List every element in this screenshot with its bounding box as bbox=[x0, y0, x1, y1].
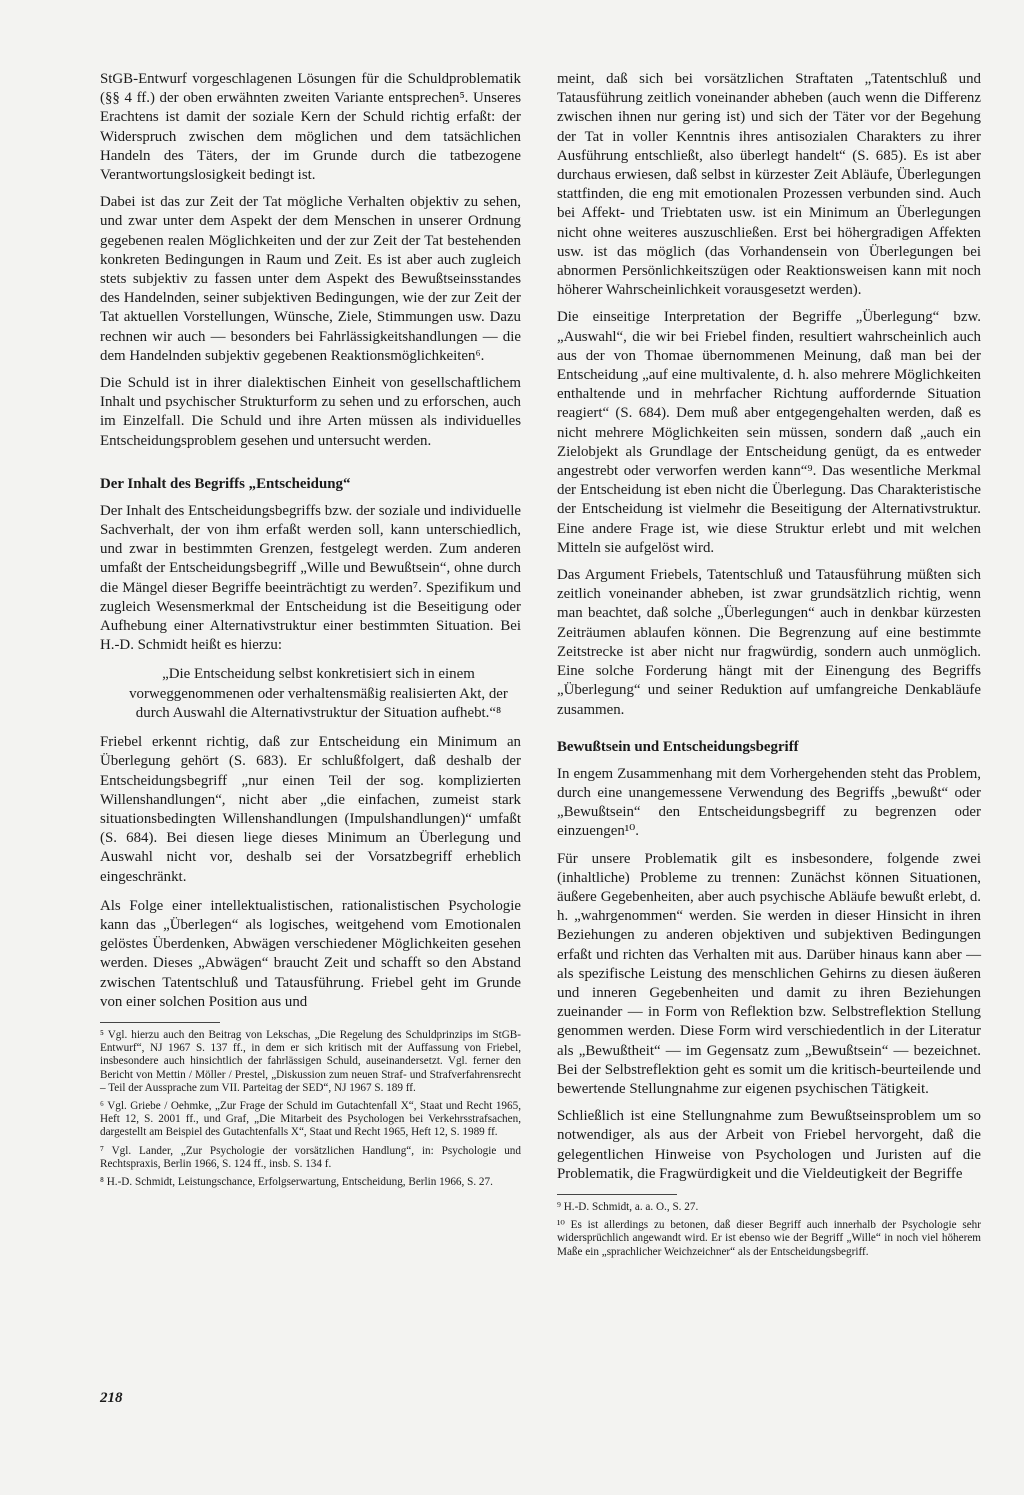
left-paragraph-6: Als Folge einer intellektualistischen, rationalistischen Psychologie kann das „Überlegen“ als logisches, weitgehend vom Emotionalen gelöstes Überdenken, Abwägen verschiedener Möglichkeiten gesehen werden. Dieses „Abwägen“ braucht Zeit und schafft so den Abstand zwischen Tatentschluß und Tatausführung. Friebel geht im Grunde von einer solchen Position aus und bbox=[100, 897, 521, 1010]
footnote-6: ⁶ Vgl. Griebe / Oehmke, „Zur Frage der Schuld im Gutachtenfall X“, Staat und Recht 1965, Heft 12, S. 2001 ff., und Graf, „Die Mitarbeit des Psychologen bei Verkehrsstrafsachen, dargestellt am Beispiel des Gutachtenfalls X“, Staat und Recht 1965, Heft 12, S. 1989 ff. bbox=[100, 1099, 521, 1139]
left-paragraph-5: Friebel erkennt richtig, daß zur Entscheidung ein Minimum an Überlegung gehört (S. 683). Er schlußfolgert, daß deshalb der Entscheidungsbegriff „nur einen Teil der sog. komplizierten Willenshandlungen“, nicht aber „die einfachen, zumeist stark situationsbedingten Willenshandlungen (Impulshandlungen)“ umfaßt (S. 684). Bei diesen liege dieses Minimum an Überlegung und Auswahl nicht vor, deshalb sei der Vorsatzbegriff erheblich eingeschränkt. bbox=[100, 734, 521, 885]
footnote-5: ⁵ Vgl. hierzu auch den Beitrag von Lekschas, „Die Regelung des Schuldprinzips im StGB-Entwurf“, NJ 1967 S. 137 ff., in dem er sich kritisch mit der Auffassung von Friebel, insbesondere auch hinsichtlich der fahrlässigen Schuld, auseinandersetzt. Vgl. ferner den Bericht von Mettin / Möller / Prestel, „Diskussion zum neuen Straf- und Strafverfahrensrecht – Teil der Aussprache zum VII. Parteitag der SED“, NJ 1967 S. 189 ff. bbox=[100, 1028, 521, 1094]
left-paragraph-2: Dabei ist das zur Zeit der Tat mögliche Verhalten objektiv zu sehen, und zwar unter dem Aspekt der dem Menschen in unserer Ordnung gegebenen realen Möglichkeiten und der zur Zeit der Tat bestehenden konkreten Bedingungen in Raum und Zeit. Es ist aber auch zugleich stets subjektiv zu fassen unter dem Aspekt des Bewußtseinsstandes des Handelnden, seiner subjektiven Bedingungen, wie der zur Zeit der Tat aktuellen Vorstellungen, Wünsche, Ziele, Stimmungen usw. Dazu rechnen wir auch — besonders bei Fahrlässigkeitshandlungen — die dem Handelnden subjektiv gegebenen Reaktionsmöglichkeiten⁶. bbox=[100, 194, 521, 364]
left-footnotes bbox=[100, 1029, 521, 1189]
left-column bbox=[100, 70, 521, 1194]
left-paragraph-1: StGB-Entwurf vorgeschlagenen Lösungen für die Schuldproblematik (§§ 4 ff.) der oben erwähnten zweiten Variante entsprechen⁵. Unseres Erachtens ist damit der soziale Kern der Schuld richtig erfaßt: der Widerspruch zwischen dem möglichen und dem tatsächlichen Handeln des Täters, der im Grunde durch die tatbezogene Verantwortungslosigkeit bedingt ist. bbox=[100, 71, 521, 184]
section-heading-bewusstsein: Bewußtsein und Entscheidungsbegriff bbox=[557, 738, 799, 755]
footnote-divider-left bbox=[100, 1022, 220, 1023]
right-footnotes bbox=[557, 1201, 981, 1259]
right-column bbox=[557, 70, 981, 1264]
footnote-8: ⁸ H.-D. Schmidt, Leistungschance, Erfolgserwartung, Entscheidung, Berlin 1966, S. 27. bbox=[100, 1175, 493, 1188]
section-heading-entscheidung: Der Inhalt des Begriffs „Entscheidung“ bbox=[100, 475, 351, 492]
footnote-divider-right bbox=[557, 1194, 677, 1195]
page-number: 218 bbox=[100, 1390, 123, 1406]
schmidt-quote: „Die Entscheidung selbst konkretisiert sich in einem vorweggenommenen oder verhaltensmäßig realisierten Akt, der durch Auswahl die Alternativstruktur der Situation aufhebt.“⁸ bbox=[129, 666, 508, 721]
footnote-9: ⁹ H.-D. Schmidt, a. a. O., S. 27. bbox=[557, 1200, 699, 1213]
right-paragraph-2: Die einseitige Interpretation der Begriffe „Überlegung“ bzw. „Auswahl“, die wir bei Friebel finden, resultiert wahrscheinlich auch aus der von Thomae übernommenen Meinung, daß man bei der Entscheidung „auf eine multivalente, d. h. also mehrere Möglichkeiten enthaltende und in mehrfacher Richtung auffordernde Situation reagiert“ (S. 684). Dem muß aber entgegengehalten werden, daß es nicht mehrere Möglichkeiten sein müssen, sondern daß „auch ein Zielobjekt als Grundlage der Entscheidung genügt, da es entweder angestrebt oder verworfen werden kann“⁹. Das wesentliche Merkmal der Entscheidung ist eben nicht die Überlegung. Das Charakteristische der Entscheidung ist vielmehr die Beseitigung der Alternativstruktur. Eine andere Frage ist, wie diese Struktur erlebt und mit welchen Mitteln sie aufgelöst wird. bbox=[557, 309, 981, 556]
right-paragraph-4: In engem Zusammenhang mit dem Vorhergehenden steht das Problem, durch eine unangemessene Verwendung des Begriffs „bewußt“ oder „Bewußtsein“ den Entscheidungsbegriff zu begrenzen oder einzuengen¹⁰. bbox=[557, 765, 981, 840]
right-paragraph-3: Das Argument Friebels, Tatentschluß und Tatausführung müßten sich zeitlich voneinander abheben, ist zwar grundsätzlich richtig, wenn man beachtet, daß solche „Überlegungen“ auch in denkbar kürzesten Zeiträumen ablaufen können. Die Begrenzung auf eine bestimmte Zeitstrecke ist aber nicht nur fragwürdig, sondern auch unmöglich. Eine solche Forderung hängt mit der Einengung des Begriffs „Überlegung“ und seiner Reduktion auf umfangreiche Denkabläufe zusammen. bbox=[557, 567, 981, 718]
footnote-10: ¹⁰ Es ist allerdings zu betonen, daß dieser Begriff auch innerhalb der Psychologie sehr widersprüchlich angewandt wird. Er ist ebenso wie der Begriff „Wille“ in noch viel höherem Maße ein „sprachlicher Weichzeichner“ als der Entscheidungsbegriff. bbox=[557, 1219, 981, 1258]
footnote-7: ⁷ Vgl. Lander, „Zur Psychologie der vorsätzlichen Handlung“, in: Psychologie und Rechtspraxis, Berlin 1966, S. 124 ff., insb. S. 134 f. bbox=[100, 1144, 521, 1170]
right-paragraph-1: meint, daß sich bei vorsätzlichen Straftaten „Tatentschluß und Tatausführung zeitlich voneinander abheben (auch wenn die Differenz zwischen ihnen nur gering ist) und sich der Täter vor der Begehung der Tat in voller Kenntnis ihres antisozialen Charakters zu ihrer Ausführung entschließt, also überlegt handelt“ (S. 685). Es ist aber durchaus erwiesen, daß selbst in kürzester Zeit Abläufe, Überlegungen stattfinden, die eng mit emotionalen Prozessen verbunden sind. Auch bei Affekt- und Triebtaten usw. ist ein Minimum an Überlegungen nicht ohne weiteres auszuschließen. Erst bei höhergradigen Affekten usw. ist das möglich (das Vorhandensein von Überlegungen bei abnormen Persönlichkeitszügen oder Reaktionsweisen kann mit noch höherer Wahrscheinlichkeit vorausgesetzt werden). bbox=[557, 71, 981, 299]
left-paragraph-4: Der Inhalt des Entscheidungsbegriffs bzw. der soziale und individuelle Sachverhalt, der von ihm erfaßt werden soll, kann unterschiedlich, und zwar in bestimmten Grenzen, festgelegt werden. Zum anderen umfaßt der Entscheidungsbegriff „Wille und Bewußtsein“, ohne durch die Mängel dieser Begriffe beeinträchtigt zu werden⁷. Spezifikum und zugleich Wesensmerkmal der Entscheidung ist die Beseitigung oder Aufhebung einer Alternativstruktur einer bestimmten Situation. Bei H.-D. Schmidt heißt es hierzu: bbox=[100, 502, 521, 654]
left-paragraph-3: Die Schuld ist in ihrer dialektischen Einheit von gesellschaftlichem Inhalt und psychischer Strukturform zu sehen und zu erforschen, auch im Einzelfall. Die Schuld und ihre Arten müssen als individuelles Entscheidungsproblem gesehen und untersucht werden. bbox=[100, 375, 521, 449]
right-paragraph-6: Schließlich ist eine Stellungnahme zum Bewußtseinsproblem um so notwendiger, als aus der Arbeit von Friebel hervorgeht, daß die gelegentlichen Hinweise von Psychologen und Juristen auf die Problematik, die Fragwürdigkeit und die Vieldeutigkeit der Begriffe bbox=[557, 1108, 981, 1182]
right-paragraph-5: Für unsere Problematik gilt es insbesondere, folgende zwei (inhaltliche) Probleme zu trennen: Zunächst können Situationen, äußere Gegebenheiten, aber auch psychische Abläufe bewußt erlebt, d. h. „wahrgenommen“ werden. Sie werden in dieser Hinsicht in ihren Beziehungen zu anderen objektiven und subjektiven Bedingungen erfaßt und richten das Verhalten mit aus. Darüber hinaus kann aber — als spezifische Leistung des menschlichen Gehirns zu diesen äußeren und inneren Gegebenheiten und damit zu ihren Beziehungen zueinander — in Form von Reflektion bzw. Selbstreflektion Stellung genommen werden. Diese Form wird verschiedentlich in der Literatur als „Bewußtheit“ — im Gegensatz zum „Bewußtsein“ — bezeichnet. Bei der Selbstreflektion geht es somit um die kritisch-beurteilende und bewertende Stellungnahme zur eigenen psychischen Tätigkeit. bbox=[557, 850, 981, 1097]
